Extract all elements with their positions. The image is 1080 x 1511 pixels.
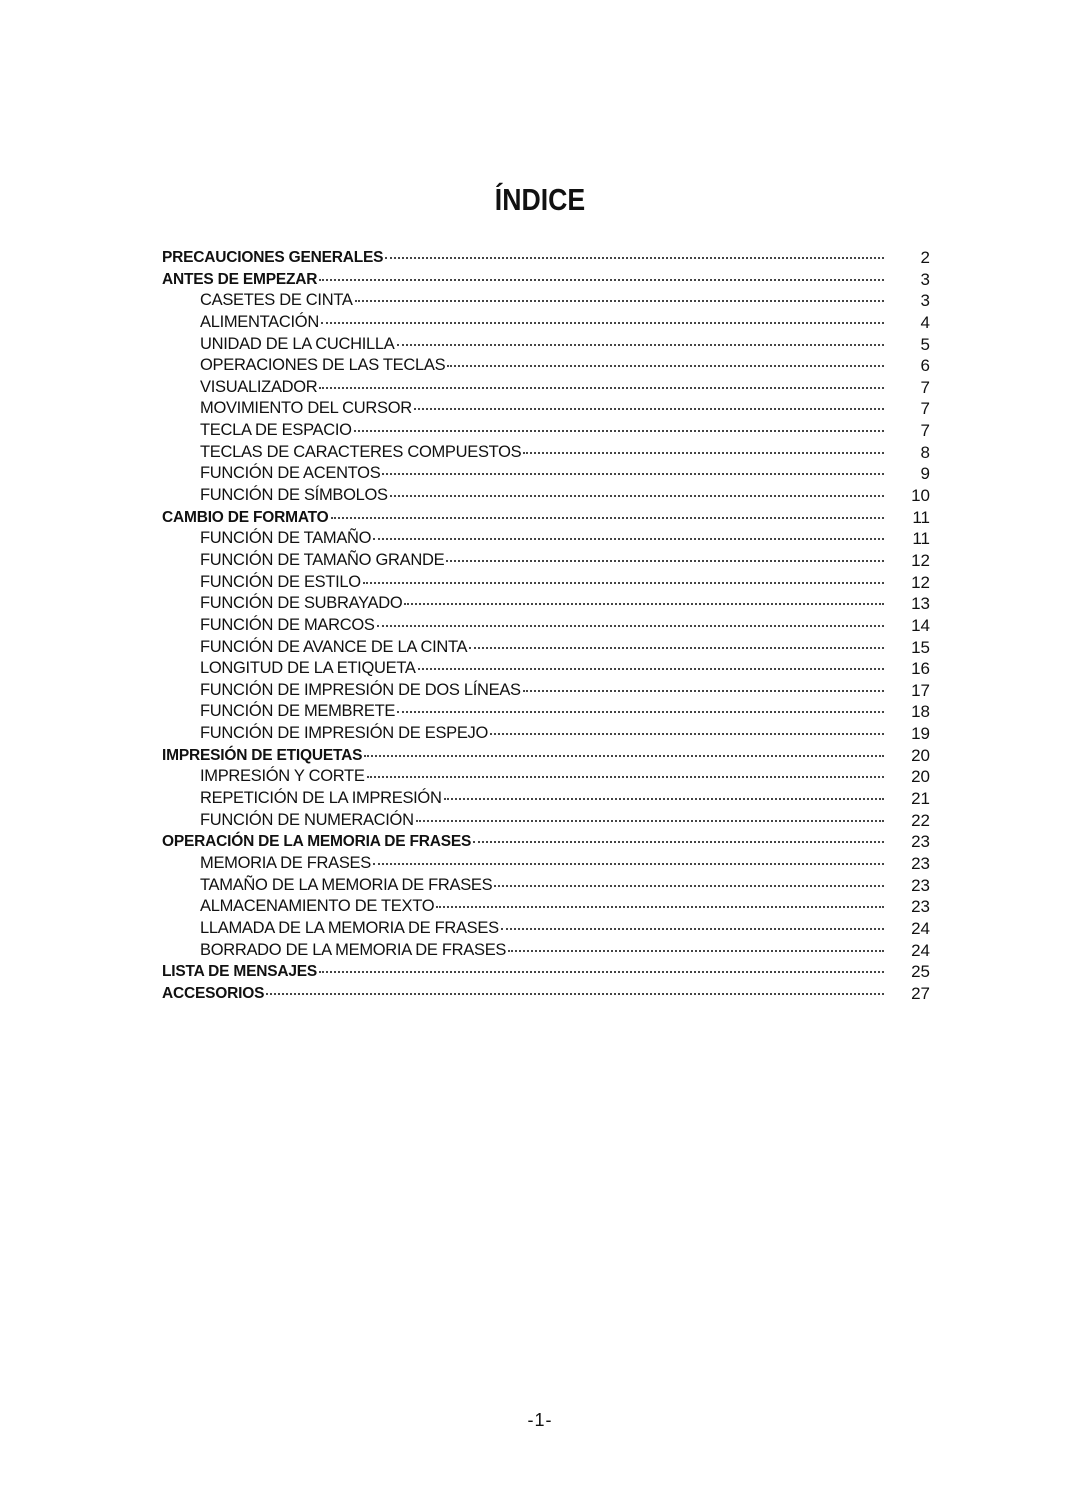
dot-leader xyxy=(355,299,884,302)
toc-section-entry xyxy=(162,247,930,269)
toc-subsection-entry xyxy=(162,615,930,637)
toc-entry-label: FUNCIÓN DE MEMBRETE xyxy=(200,701,397,723)
dot-leader xyxy=(377,624,884,627)
toc-entry-label: CAMBIO DE FORMATO xyxy=(162,507,331,529)
toc-entry-page: 11 xyxy=(912,507,930,527)
toc-entry-label: TECLA DE ESPACIO xyxy=(200,420,354,442)
toc-section-entry xyxy=(162,507,930,529)
dot-leader xyxy=(469,646,884,649)
page-number: -1- xyxy=(527,1410,553,1430)
dot-leader xyxy=(473,840,884,843)
toc-entry-page: 4 xyxy=(920,312,930,332)
dot-leader xyxy=(446,559,884,562)
toc-subsection-entry xyxy=(162,658,930,680)
toc-entry-page: 23 xyxy=(911,897,930,917)
toc-subsection-entry xyxy=(162,572,930,594)
toc-entry-page: 3 xyxy=(920,291,930,311)
toc-entry-label: FUNCIÓN DE TAMAÑO xyxy=(200,528,373,550)
toc-subsection-entry xyxy=(162,550,930,572)
dot-leader xyxy=(397,343,884,346)
toc-subsection-entry xyxy=(162,637,930,659)
toc-entry-page: 22 xyxy=(911,810,930,830)
toc-entry-label: FUNCIÓN DE SUBRAYADO xyxy=(200,593,404,615)
toc-subsection-entry xyxy=(162,896,930,918)
toc-entry-page: 19 xyxy=(911,724,930,744)
toc-entry-page: 23 xyxy=(911,832,930,852)
dot-leader xyxy=(319,970,884,973)
toc-section-entry xyxy=(162,269,930,291)
toc-entry-page: 2 xyxy=(920,248,930,267)
toc-entry-label: IMPRESIÓN Y CORTE xyxy=(200,766,367,788)
toc-entry-page: 23 xyxy=(911,875,930,895)
toc-entry-label: MEMORIA DE FRASES xyxy=(200,853,373,875)
toc-entry-label: FUNCIÓN DE IMPRESIÓN DE ESPEJO xyxy=(200,723,490,745)
toc-subsection-entry xyxy=(162,463,930,485)
toc-entry-page: 16 xyxy=(911,659,930,679)
toc-subsection-entry xyxy=(162,528,930,550)
toc-subsection-entry xyxy=(162,788,930,810)
toc-entry-label: ANTES DE EMPEZAR xyxy=(162,269,319,291)
toc-entry-page: 10 xyxy=(911,486,930,506)
dot-leader xyxy=(319,386,884,389)
dot-leader xyxy=(385,256,884,259)
toc-entry-page: 5 xyxy=(920,334,930,354)
toc-entry-page: 23 xyxy=(911,853,930,873)
toc-entry-label: VISUALIZADOR xyxy=(200,377,319,399)
toc-entry-label: FUNCIÓN DE TAMAÑO GRANDE xyxy=(200,550,446,572)
toc-entry-label: TECLAS DE CARACTERES COMPUESTOS xyxy=(200,442,523,464)
toc-entry-page: 6 xyxy=(920,356,930,376)
toc-entry-label: FUNCIÓN DE MARCOS xyxy=(200,615,377,637)
toc-subsection-entry xyxy=(162,875,930,897)
dot-leader xyxy=(382,472,884,475)
toc-entry-page: 14 xyxy=(911,615,930,635)
toc-entry-label: REPETICIÓN DE LA IMPRESIÓN xyxy=(200,788,444,810)
toc-subsection-entry xyxy=(162,853,930,875)
dot-leader xyxy=(367,775,884,778)
toc-section-entry xyxy=(162,961,930,983)
toc-entry-label: LONGITUD DE LA ETIQUETA xyxy=(200,658,418,680)
dot-leader xyxy=(321,321,884,324)
toc-entry-label: FUNCIÓN DE ESTILO xyxy=(200,572,363,594)
toc-entry-label: CASETES DE CINTA xyxy=(200,290,355,312)
toc-section-entry xyxy=(162,831,930,853)
dot-leader xyxy=(397,710,884,713)
toc-subsection-entry xyxy=(162,420,930,442)
dot-leader xyxy=(266,992,884,995)
toc-entry-label: OPERACIONES DE LAS TECLAS xyxy=(200,355,447,377)
toc-entry-label: FUNCIÓN DE SÍMBOLOS xyxy=(200,485,390,507)
dot-leader xyxy=(364,754,884,757)
toc-subsection-entry xyxy=(162,377,930,399)
dot-leader xyxy=(373,862,884,865)
toc-entry-page: 8 xyxy=(920,442,930,462)
toc-subsection-entry xyxy=(162,918,930,940)
toc-entry-label: UNIDAD DE LA CUCHILLA xyxy=(200,334,397,356)
toc-entry-page: 11 xyxy=(912,529,930,549)
dot-leader xyxy=(508,949,884,952)
dot-leader xyxy=(523,451,884,454)
toc-entry-page: 3 xyxy=(920,269,930,289)
toc-subsection-entry xyxy=(162,723,930,745)
dot-leader xyxy=(418,667,884,670)
toc-section-entry xyxy=(162,745,930,767)
toc-entry-page: 17 xyxy=(911,680,930,700)
toc-subsection-entry xyxy=(162,680,930,702)
toc-entry-label: BORRADO DE LA MEMORIA DE FRASES xyxy=(200,940,508,962)
dot-leader xyxy=(444,797,884,800)
dot-leader xyxy=(416,819,884,822)
table-of-contents xyxy=(162,247,930,1004)
toc-entry-page: 27 xyxy=(911,983,930,1003)
toc-entry-page: 7 xyxy=(920,421,930,441)
toc-entry-page: 25 xyxy=(911,962,930,982)
toc-entry-page: 24 xyxy=(911,918,930,938)
page-title: ÍNDICE xyxy=(494,181,586,217)
dot-leader xyxy=(331,516,884,519)
toc-entry-page: 13 xyxy=(911,594,930,614)
toc-subsection-entry xyxy=(162,485,930,507)
toc-section-entry xyxy=(162,983,930,1005)
toc-subsection-entry xyxy=(162,940,930,962)
toc-subsection-entry xyxy=(162,398,930,420)
toc-subsection-entry xyxy=(162,593,930,615)
toc-entry-page: 20 xyxy=(911,745,930,765)
toc-entry-page: 24 xyxy=(911,940,930,960)
toc-entry-page: 15 xyxy=(911,637,930,657)
toc-entry-page: 12 xyxy=(911,572,930,592)
toc-entry-label: FUNCIÓN DE NUMERACIÓN xyxy=(200,810,416,832)
dot-leader xyxy=(354,429,884,432)
toc-entry-page: 20 xyxy=(911,767,930,787)
toc-subsection-entry xyxy=(162,766,930,788)
dot-leader xyxy=(447,364,884,367)
toc-entry-page: 12 xyxy=(911,550,930,570)
toc-entry-page: 18 xyxy=(911,702,930,722)
toc-subsection-entry xyxy=(162,810,930,832)
toc-subsection-entry xyxy=(162,290,930,312)
toc-entry-label: MOVIMIENTO DEL CURSOR xyxy=(200,398,414,420)
dot-leader xyxy=(319,278,884,281)
dot-leader xyxy=(494,884,884,887)
toc-subsection-entry xyxy=(162,442,930,464)
dot-leader xyxy=(414,407,884,410)
dot-leader xyxy=(363,581,884,584)
toc-entry-page: 7 xyxy=(920,377,930,397)
toc-entry-label: LISTA DE MENSAJES xyxy=(162,961,319,983)
toc-entry-label: ACCESORIOS xyxy=(162,983,266,1005)
toc-entry-label: PRECAUCIONES GENERALES xyxy=(162,247,385,269)
dot-leader xyxy=(373,537,884,540)
toc-subsection-entry xyxy=(162,355,930,377)
dot-leader xyxy=(490,732,884,735)
toc-entry-page: 21 xyxy=(911,789,930,809)
toc-entry-label: IMPRESIÓN DE ETIQUETAS xyxy=(162,745,364,767)
toc-entry-label: ALIMENTACIÓN xyxy=(200,312,321,334)
toc-entry-label: LLAMADA DE LA MEMORIA DE FRASES xyxy=(200,918,501,940)
dot-leader xyxy=(523,689,884,692)
dot-leader xyxy=(436,905,884,908)
toc-entry-label: TAMAÑO DE LA MEMORIA DE FRASES xyxy=(200,875,494,897)
toc-entry-label: OPERACIÓN DE LA MEMORIA DE FRASES xyxy=(162,831,473,853)
toc-entry-label: FUNCIÓN DE IMPRESIÓN DE DOS LÍNEAS xyxy=(200,680,523,702)
toc-subsection-entry xyxy=(162,701,930,723)
toc-entry-label: ALMACENAMIENTO DE TEXTO xyxy=(200,896,436,918)
toc-subsection-entry xyxy=(162,334,930,356)
toc-subsection-entry xyxy=(162,312,930,334)
dot-leader xyxy=(501,927,884,930)
toc-entry-page: 9 xyxy=(920,464,930,484)
toc-entry-label: FUNCIÓN DE AVANCE DE LA CINTA xyxy=(200,637,469,659)
dot-leader xyxy=(404,602,884,605)
dot-leader xyxy=(390,494,884,497)
toc-entry-label: FUNCIÓN DE ACENTOS xyxy=(200,463,382,485)
toc-entry-page: 7 xyxy=(920,399,930,419)
